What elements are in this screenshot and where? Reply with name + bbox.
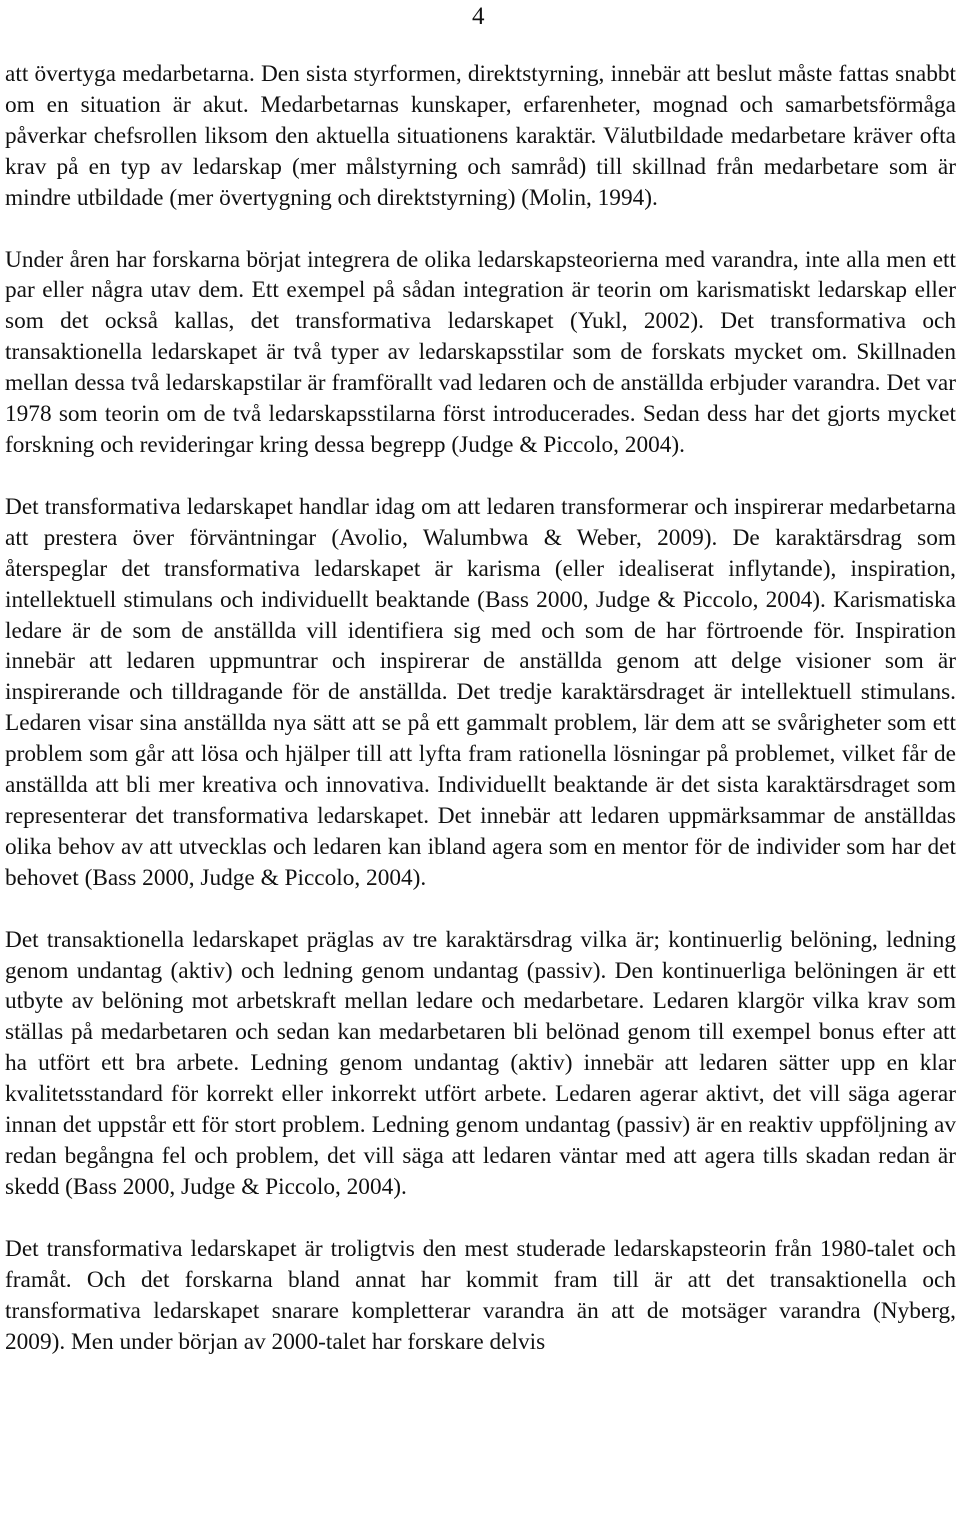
paragraph: Det transformativa ledarskapet handlar idag om att ledaren transformerar och inspirerar medarbetarna att prestera över förväntningar (Avolio, Walumbwa & Weber, 2009). De karaktärsdrag som återspeglar det transformativa ledarskapet är karisma (eller idealiserat inflytande), inspiration, intellektuell stimulans och individuellt beaktande (Bass 2000, Judge & Piccolo, 2004). Karismatiska ledare är de som de anställda vill identifiera sig med och som de har förtroende för. Inspiration innebär att ledaren uppmuntrar och inspirerar de anställda genom att delge visioner som är inspirerande och tilldragande för de anställda. Det tredje karaktärsdraget är intellektuell stimulans. Ledaren visar sina anställda nya sätt att se på ett gammalt problem, lär dem att se svårigheter som ett problem som går att lösa och hjälper till att lyfta fram rationella lösningar på problemet, vilket får de anställda att bli mer kreativa och innovativa. Individuellt beaktande är det sista karaktärsdraget som representerar det transformativa ledarskapet. Det innebär att ledaren uppmärksammar de anställdas olika behov av att utvecklas och ledaren kan ibland agera som en mentor för de individer som har det behovet (Bass 2000, Judge & Piccolo, 2004). — [5, 493, 956, 891]
document-body — [5, 59, 956, 1357]
page-number: 4 — [472, 3, 485, 30]
paragraph: Det transaktionella ledarskapet präglas av tre karaktärsdrag vilka är; kontinuerlig belöning, ledning genom undantag (aktiv) och ledning genom undantag (passiv). Den kontinuerliga belöningen är ett utbyte av belöning mot arbetskraft mellan ledare och medarbetare. Ledaren klargör vilka krav som ställas på medarbetaren och sedan kan medarbetaren bli belönad genom till exempel bonus efter att ha utfört ett bra arbete. Ledning genom undantag (aktiv) innebär att ledaren sätter upp en klar kvalitetsstandard för korrekt eller inkorrekt utfört arbete. Ledaren agerar aktivt, det vill säga agerar innan det uppstår ett för stort problem. Ledning genom undantag (passiv) är en reaktiv uppföljning av redan begångna fel och problem, det vill säga att ledaren väntar med att agera tills skadan redan är skedd (Bass 2000, Judge & Piccolo, 2004). — [5, 926, 956, 1200]
paragraph: att övertyga medarbetarna. Den sista styrformen, direktstyrning, innebär att beslut måste fattas snabbt om en situation är akut. Medarbetarnas kunskaper, erfarenheter, mognad och samarbetsförmåga påverkar chefsrollen liksom den aktuella situationens karaktär. Välutbildade medarbetare kräver ofta krav på en typ av ledarskap (mer målstyrning och samråd) till skillnad från medarbetare som är mindre utbildade (mer övertygning och direktstyrning) (Molin, 1994). — [5, 61, 956, 211]
paragraph: Under åren har forskarna börjat integrera de olika ledarskapsteorierna med varandra, inte alla men ett par eller några utav dem. Ett exempel på sådan integration är teorin om karismatiskt ledarskap eller som det också kallas, det transformativa ledarskapet (Yukl, 2002). Det transformativa och transaktionella ledarskapet är två typer av ledarskapsstilar som de forskats mycket om. Skillnaden mellan dessa två ledarskapstilar är framförallt vad ledaren och de anställda erbjuder varandra. Det var 1978 som teorin om de två ledarskapsstilarna först introducerades. Sedan dess har det gjorts mycket forskning och revideringar kring dessa begrepp (Judge & Piccolo, 2004). — [5, 246, 956, 458]
paragraph: Det transformativa ledarskapet är troligtvis den mest studerade ledarskapsteorin från 1980-talet och framåt. Och det forskarna bland annat har kommit fram till är att det transaktionella och transformativa ledarskapet snarare kompletterar varandra än att de motsäger varandra (Nyberg, 2009). Men under början av 2000-talet har forskare delvis — [5, 1235, 956, 1355]
